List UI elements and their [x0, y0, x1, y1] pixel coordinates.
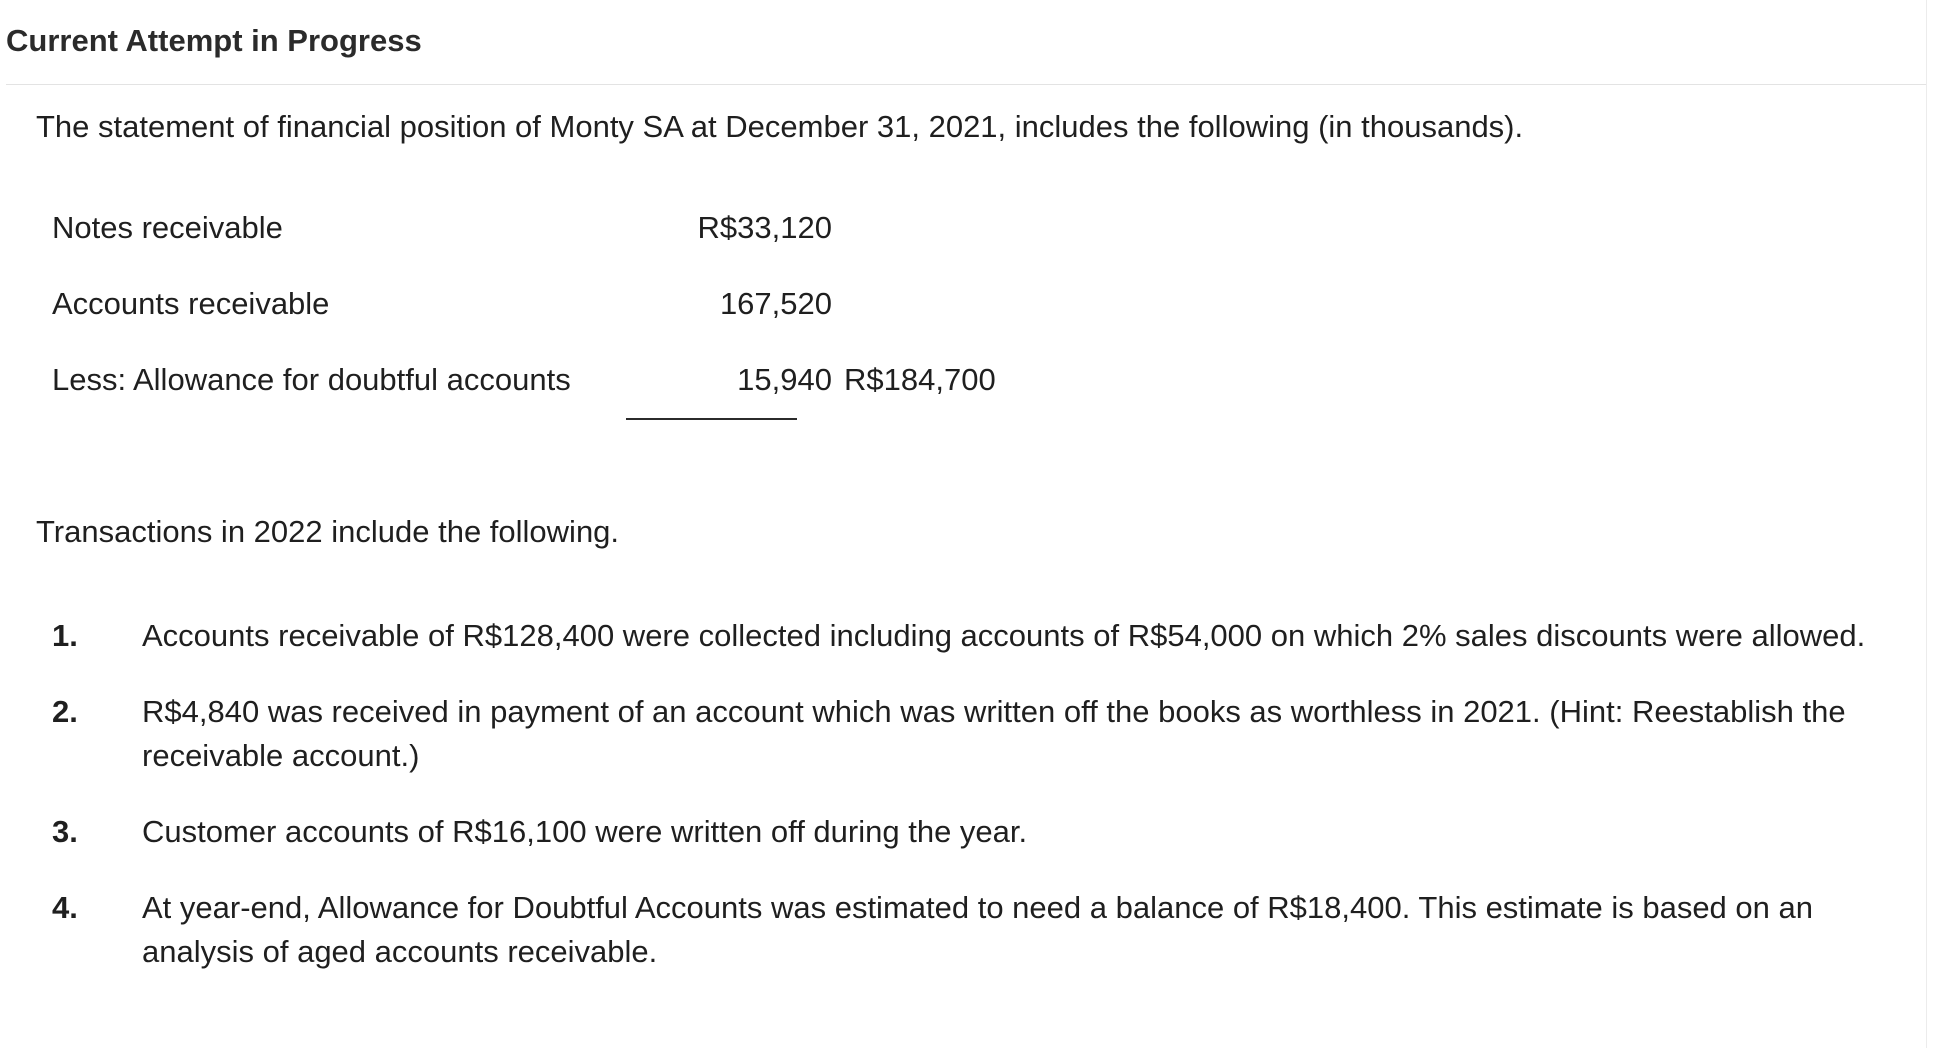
financial-row-amount: R$33,120 — [697, 210, 832, 245]
financial-row-label: Accounts receivable — [52, 286, 330, 321]
transaction-item-4 — [52, 886, 1902, 974]
transaction-number: 2. — [52, 694, 78, 729]
transaction-text: Accounts receivable of R$128,400 were collected including accounts of R$54,000 on which 2% sales discounts were allowed. — [142, 618, 1866, 653]
financial-row-amount: 167,520 — [719, 286, 832, 321]
attempt-status-heading: Current Attempt in Progress — [6, 23, 422, 58]
financial-row-total: R$184,700 — [844, 362, 996, 397]
transaction-number: 1. — [52, 618, 78, 653]
transaction-item-3 — [52, 810, 1902, 854]
transaction-text: At year-end, Allowance for Doubtful Accounts was estimated to need a balance of R$18,400. This estimate is based on an analysis of aged accounts receivable. — [142, 890, 1813, 969]
transaction-text: R$4,840 was received in payment of an account which was written off the books as worthless in 2021. (Hint: Reestablish the receivable account.) — [142, 694, 1846, 773]
transaction-number: 3. — [52, 814, 78, 849]
subtotal-underline — [626, 418, 797, 420]
financial-row-label: Less: Allowance for doubtful accounts — [52, 362, 571, 397]
problem-intro-text: The statement of financial position of Monty SA at December 31, 2021, includes the following (in thousands). — [36, 109, 1524, 144]
transaction-item-1 — [52, 614, 1902, 658]
financial-row-amount: 15,940 — [737, 362, 832, 397]
transactions-list — [52, 614, 1902, 1006]
transaction-number: 4. — [52, 890, 78, 925]
transaction-text: Customer accounts of R$16,100 were written off during the year. — [142, 814, 1028, 849]
financial-row-label: Notes receivable — [52, 210, 283, 245]
transaction-item-2 — [52, 690, 1902, 778]
transactions-intro-text: Transactions in 2022 include the following. — [36, 514, 620, 549]
content-right-border — [1926, 0, 1927, 1048]
header-divider — [6, 84, 1926, 85]
